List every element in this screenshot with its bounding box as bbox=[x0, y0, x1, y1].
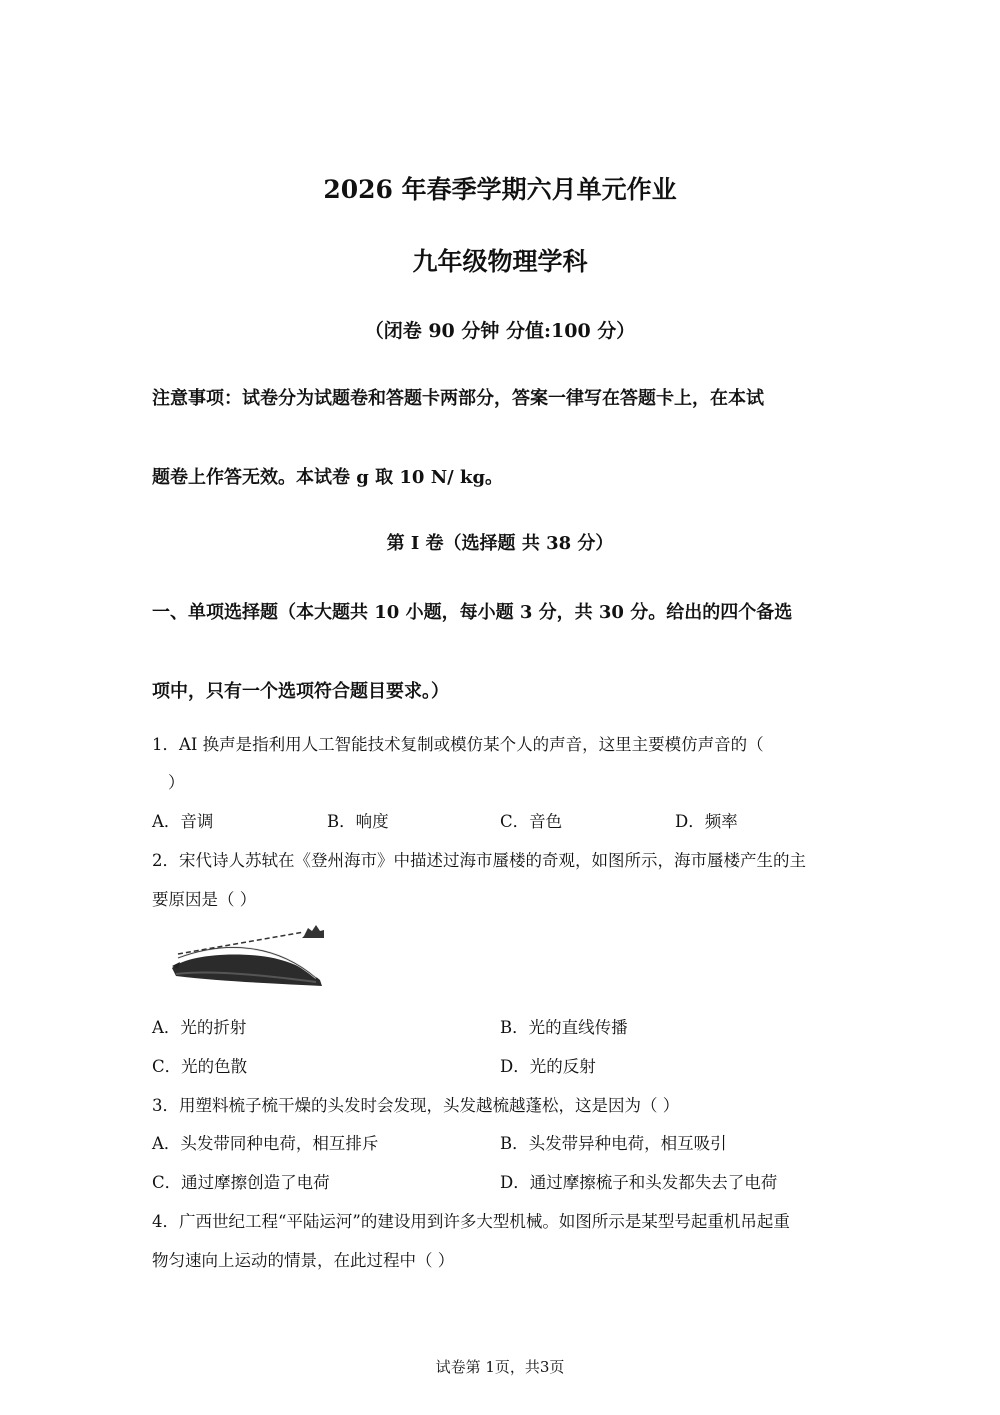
question-4-stem: 4．广西世纪工程“平陆运河”的建设用到许多大型机械。如图所示是某型号起重机吊起重 bbox=[152, 1212, 790, 1231]
question-2-stem-cont: 要原因是（ ） bbox=[152, 890, 257, 909]
q2-option-b: B．光的直线传播 bbox=[500, 1018, 628, 1037]
part1-title: 第 Ⅰ 卷（选择题 共 38 分） bbox=[386, 533, 614, 554]
q1-option-c: C．音色 bbox=[500, 812, 563, 831]
section1-heading-line-2: 项中，只有一个选项符合题目要求。） bbox=[152, 681, 449, 702]
q3-option-d: D．通过摩擦梳子和头发都失去了电荷 bbox=[500, 1173, 778, 1192]
question-4-stem-cont: 物匀速向上运动的情景，在此过程中（ ） bbox=[152, 1251, 455, 1270]
q1-option-d: D．频率 bbox=[675, 812, 738, 831]
question-3-stem: 3．用塑料梳子梳干燥的头发时会发现，头发越梳越蓬松，这是因为（ ） bbox=[152, 1096, 680, 1115]
q3-option-a: A．头发带同种电荷，相互排斥 bbox=[152, 1134, 379, 1153]
notice-line-1: 注意事项：试卷分为试题卷和答题卡两部分，答案一律写在答题卡上，在本试 bbox=[152, 388, 764, 409]
q3-option-b: B．头发带异种电荷，相互吸引 bbox=[500, 1134, 727, 1153]
exam-title: 2026 年春季学期六月单元作业 bbox=[323, 175, 677, 204]
q2-option-a: A．光的折射 bbox=[152, 1018, 247, 1037]
page-footer: 试卷第 1页，共3页 bbox=[435, 1358, 565, 1376]
q2-option-d: D．光的反射 bbox=[500, 1057, 596, 1076]
q1-option-a: A．音调 bbox=[152, 812, 214, 831]
q2-option-c: C．光的色散 bbox=[152, 1057, 248, 1076]
notice-line-2: 题卷上作答无效。本试卷 g 取 10 N/ kg。 bbox=[152, 467, 504, 488]
exam-info: （闭卷 90 分钟 分值:100 分） bbox=[364, 320, 636, 342]
question-1-stem: 1．AI 换声是指利用人工智能技术复制或模仿某个人的声音，这里主要模仿声音的（ bbox=[152, 735, 764, 754]
question-1-stem-cont: ） bbox=[168, 773, 185, 792]
section1-heading-line-1: 一、单项选择题（本大题共 10 小题，每小题 3 分，共 30 分。给出的四个备选 bbox=[152, 602, 793, 623]
q1-option-b: B．响度 bbox=[327, 812, 389, 831]
q3-option-c: C．通过摩擦创造了电荷 bbox=[152, 1173, 330, 1192]
subject-title: 九年级物理学科 bbox=[412, 247, 588, 276]
question-2-stem: 2．宋代诗人苏轼在《登州海市》中描述过海市蜃楼的奇观，如图所示，海市蜃楼产生的主 bbox=[152, 851, 806, 870]
mirage-figure bbox=[166, 922, 328, 992]
